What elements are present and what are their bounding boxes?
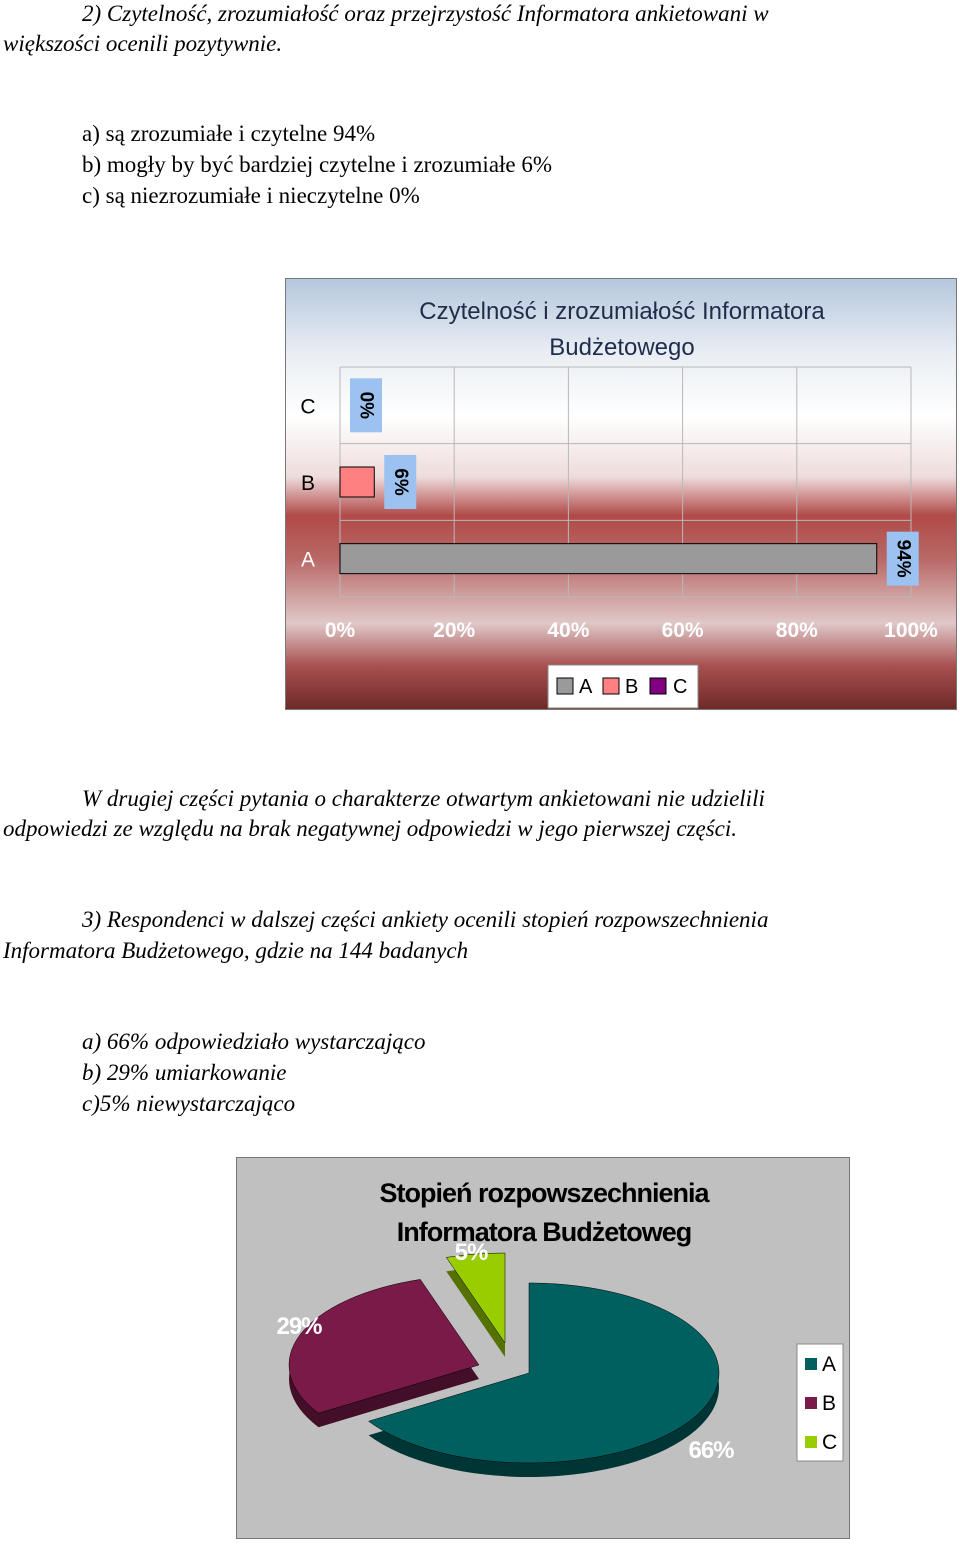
section3-answer-c: c)5% niewystarczająco [82, 1091, 296, 1116]
slice-c [446, 1253, 505, 1343]
section2-heading-line1: 2) Czytelność, zrozumiałość oraz przejrzystość Informatora ankietowani w [82, 1, 769, 26]
x-tick-label: 80% [775, 619, 818, 642]
middle-text-line1: W drugiej części pytania o charakterze otwartym ankietowani nie udzielili [82, 786, 765, 811]
y-category-label: A [300, 548, 316, 572]
bar-a [340, 544, 877, 574]
y-category-label: B [300, 472, 316, 495]
section3-answer-a: a) 66% odpowiedziało wystarczająco [82, 1029, 426, 1054]
value-label-b: 6% [389, 468, 411, 496]
x-tick-label: 20% [433, 619, 476, 642]
section3-heading-line2: Informatora Budżetowego, gdzie na 144 badanych [3, 938, 469, 963]
chart1-legend [548, 665, 698, 708]
x-tick-label: 60% [661, 619, 704, 642]
distribution-pie-chart [236, 1157, 850, 1539]
slice-label-a: 66% [688, 1437, 734, 1464]
slice-label-c: 5% [454, 1239, 488, 1266]
legend-c-label: C [673, 676, 688, 698]
slice-b [289, 1279, 479, 1413]
section3-answer-b: b) 29% umiarkowanie [82, 1060, 287, 1085]
chart2-legend [797, 1344, 843, 1461]
y-category-label: C [300, 395, 316, 419]
slice-label-b: 29% [276, 1313, 322, 1340]
x-tick-label: 40% [547, 619, 590, 642]
legend-c-swatch [650, 678, 666, 694]
section2-heading-line2: większości ocenili pozytywnie. [3, 31, 283, 56]
section3-heading-line1: 3) Respondenci w dalszej części ankiety ocenili stopień rozpowszechnienia [82, 907, 769, 932]
chart1-title-line2: Budżetowego [549, 334, 695, 361]
answer-b: b) mogły by być bardziej czytelne i zrozumiałe 6% [82, 152, 553, 177]
legend2-c-label: C [822, 1431, 838, 1454]
answer-a: a) są zrozumiałe i czytelne 94% [82, 121, 376, 146]
x-tick-label: 0% [324, 619, 356, 642]
legend-a-label: A [579, 676, 593, 698]
readability-bar-chart [285, 278, 957, 710]
legend2-c-swatch [805, 1436, 817, 1448]
legend-b-swatch [603, 678, 619, 694]
chart2-title-line2: Informatora Budżetoweg [396, 1217, 692, 1247]
legend-a-swatch [557, 678, 573, 694]
chart2-title-line1: Stopień rozpowszechnienia [379, 1178, 709, 1208]
bar-b [340, 467, 374, 497]
x-tick-label: 100% [884, 619, 938, 642]
value-label-a: 94% [892, 539, 914, 578]
value-label-c: 0% [355, 391, 377, 420]
legend2-b-label: B [822, 1392, 837, 1415]
chart1-title-line1: Czytelność i zrozumiałość Informatora [419, 298, 825, 325]
legend2-a-swatch [805, 1358, 817, 1370]
legend2-b-swatch [805, 1397, 817, 1409]
legend-b-label: B [625, 676, 639, 698]
legend2-a-label: A [822, 1353, 837, 1376]
middle-text-line2: odpowiedzi ze względu na brak negatywnej odpowiedzi w jego pierwszej części. [3, 816, 738, 841]
answer-c: c) są niezrozumiałe i nieczytelne 0% [82, 183, 420, 208]
